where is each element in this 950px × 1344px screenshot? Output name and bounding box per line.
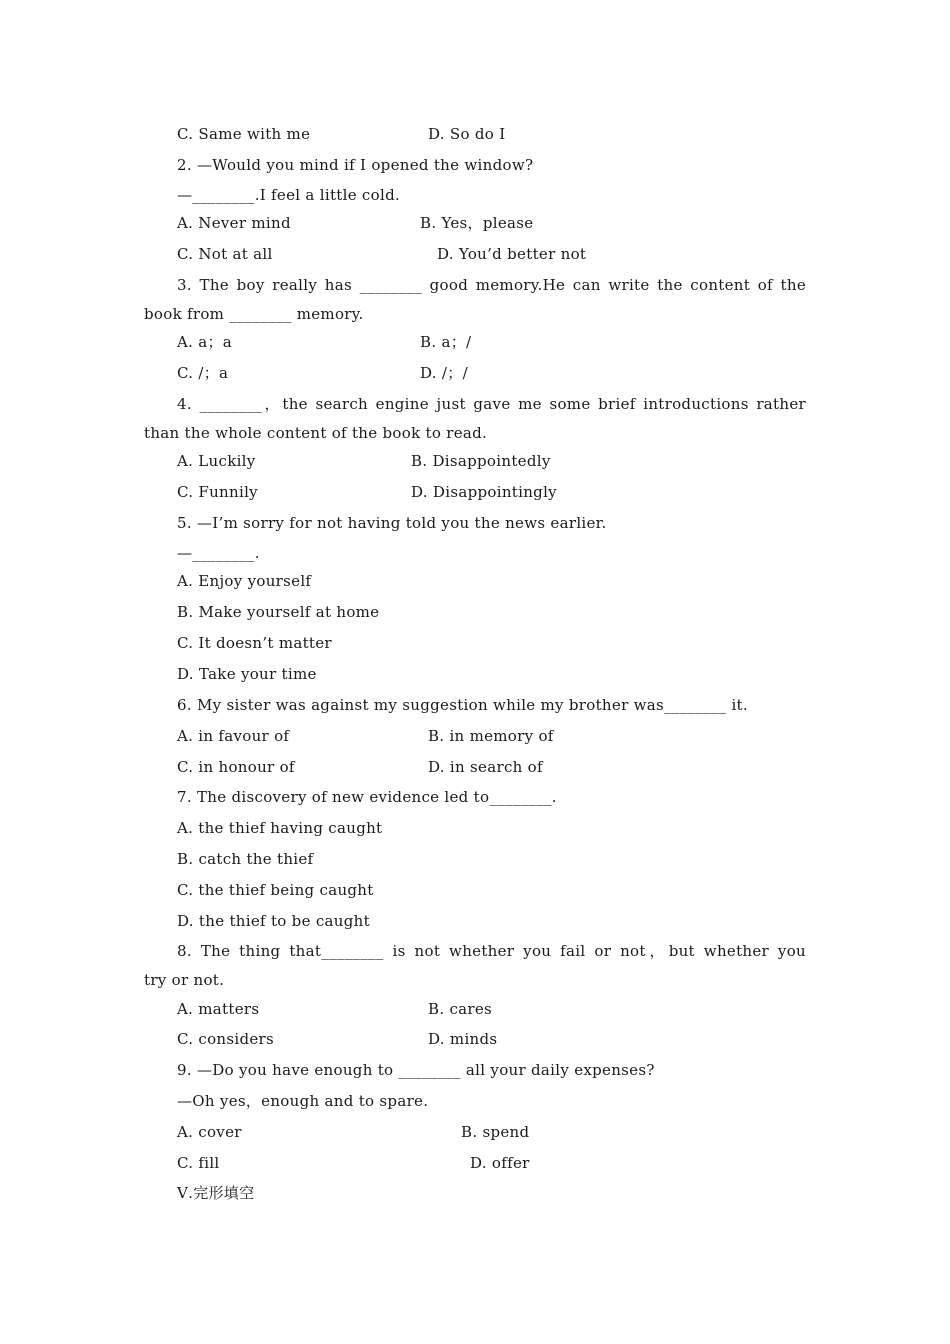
- q5-option-b: B. Make yourself at home: [177, 603, 380, 621]
- q4-option-a: A. Luckily: [177, 452, 256, 470]
- q8-option-a: A. matters: [177, 1000, 260, 1018]
- q4-option-d: D. Disappointingly: [411, 483, 557, 501]
- q3-option-a: A. a；a: [177, 333, 233, 351]
- q6-option-b: B. in memory of: [428, 727, 554, 745]
- q8-option-b: B. cares: [428, 1000, 493, 1018]
- q3-option-c: C. /；a: [177, 364, 229, 382]
- q4-stem-line2: than the whole content of the book to read.: [144, 424, 488, 442]
- q9-reply: —Oh yes，enough and to spare.: [177, 1092, 429, 1110]
- q8-option-c: C. considers: [177, 1030, 275, 1048]
- q7-option-a: A. the thief having caught: [177, 819, 383, 837]
- q1-option-d: D. So do I: [428, 125, 506, 143]
- q2-option-d: D. You’d better not: [437, 245, 587, 263]
- q3-stem-line2: book from ________ memory.: [144, 305, 364, 323]
- q6-option-c: C. in honour of: [177, 758, 295, 776]
- q2-option-b: B. Yes，please: [420, 214, 534, 232]
- q2-reply: —________.I feel a little cold.: [177, 186, 401, 204]
- q3-stem-line1: 3. The boy really has ________ good memory.He can write the content of the: [177, 276, 806, 294]
- q6-option-a: A. in favour of: [177, 727, 290, 745]
- q9-option-a: A. cover: [177, 1123, 242, 1141]
- q7-option-b: B. catch the thief: [177, 850, 314, 868]
- q3-option-b: B. a；/: [420, 333, 472, 351]
- q7-option-d: D. the thief to be caught: [177, 912, 370, 930]
- q6-stem: 6. My sister was against my suggestion while my brother was________ it.: [177, 696, 748, 714]
- q9-option-d: D. offer: [470, 1154, 530, 1172]
- q9-option-b: B. spend: [461, 1123, 530, 1141]
- q6-option-d: D. in search of: [428, 758, 543, 776]
- q4-option-c: C. Funnily: [177, 483, 258, 501]
- q3-option-d: D. /；/: [420, 364, 468, 382]
- q7-option-c: C. the thief being caught: [177, 881, 374, 899]
- q8-stem-line1: 8. The thing that________ is not whether you fail or not，but whether you: [177, 942, 806, 960]
- q4-stem-line1: 4. ________，the search engine just gave me some brief introductions rather: [177, 395, 806, 413]
- q9-stem: 9. —Do you have enough to ________ all your daily expenses?: [177, 1061, 655, 1079]
- q5-option-d: D. Take your time: [177, 665, 317, 683]
- q1-option-c: C. Same with me: [177, 125, 311, 143]
- q2-option-c: C. Not at all: [177, 245, 273, 263]
- q5-reply: —________.: [177, 544, 260, 562]
- q5-stem: 5. —I’m sorry for not having told you the news earlier.: [177, 514, 607, 532]
- q8-stem-line2: try or not.: [144, 971, 225, 989]
- q2-option-a: A. Never mind: [177, 214, 291, 232]
- q5-option-c: C. It doesn’t matter: [177, 634, 332, 652]
- q5-option-a: A. Enjoy yourself: [177, 572, 312, 590]
- q9-option-c: C. fill: [177, 1154, 220, 1172]
- section-heading: Ⅴ.完形填空: [177, 1184, 255, 1202]
- q8-option-d: D. minds: [428, 1030, 498, 1048]
- q7-stem: 7. The discovery of new evidence led to________.: [177, 788, 557, 806]
- q2-stem: 2. —Would you mind if I opened the window?: [177, 156, 534, 174]
- q4-option-b: B. Disappointedly: [411, 452, 551, 470]
